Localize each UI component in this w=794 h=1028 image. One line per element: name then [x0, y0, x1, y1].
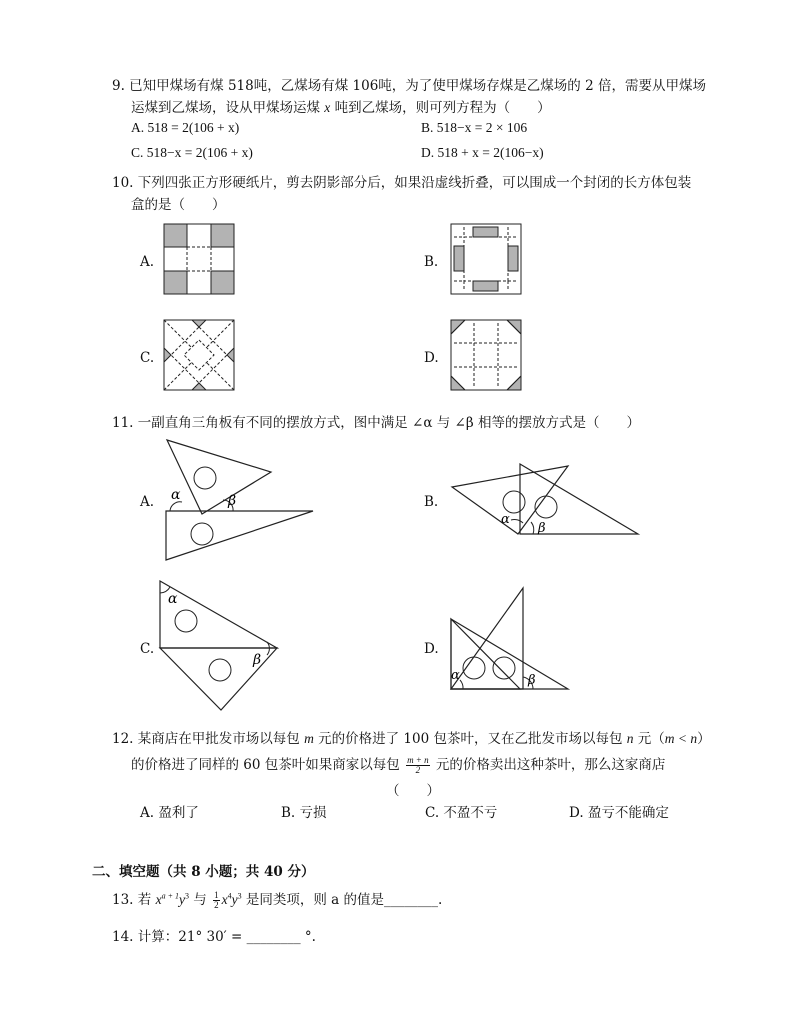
q11-b-beta: β: [538, 521, 546, 536]
q12-option-a[interactable]: A. 盈利了: [140, 805, 199, 821]
q10-line1: 10. 下列四张正方形硬纸片，剪去阴影部分后，如果沿虚线折叠，可以围成一个封闭的长方体包装: [112, 175, 692, 191]
q13-suffix: 是同类项，则 a 的值是________.: [241, 892, 443, 908]
q10-figure-b[interactable]: [451, 224, 521, 294]
q11-label-a[interactable]: A.: [140, 494, 155, 510]
q13-y: y: [178, 892, 185, 907]
q12-var-m: m: [304, 731, 314, 746]
q13-prefix: 13. 若: [112, 892, 156, 908]
q12-fraction: [406, 756, 430, 775]
q9-option-a[interactable]: A. 518 = 2(106 + x): [131, 120, 240, 135]
q12-frac-numerator: m + n: [407, 755, 429, 765]
q12-text-2a: 的价格进了同样的 60 包茶叶如果商家以每包: [131, 757, 405, 773]
q11-c-beta: β: [253, 652, 262, 668]
q13-x: x: [155, 892, 162, 907]
q10-label-a[interactable]: A.: [140, 254, 155, 270]
q10-figure-d[interactable]: [451, 320, 521, 390]
q12-line2: [131, 753, 665, 775]
q11-d-beta: β: [528, 673, 536, 688]
q11-d-alpha: α: [451, 668, 460, 683]
q13-exp-y2: 3: [237, 891, 242, 901]
q13-mid: 与: [188, 892, 212, 908]
q11-figure-a[interactable]: [160, 436, 320, 566]
q11-a-alpha: α: [171, 487, 181, 503]
q11-c-alpha: α: [168, 591, 178, 607]
q11-b-alpha: α: [501, 512, 510, 527]
q13-coef-denominator: 2: [214, 900, 219, 910]
q13-exp-x: a + 1: [161, 891, 179, 901]
q12-option-d[interactable]: D. 盈亏不能确定: [569, 805, 669, 821]
q11-label-b[interactable]: B.: [424, 494, 439, 510]
q12-answer-blank: （ ）: [386, 783, 440, 799]
q9-option-c[interactable]: C. 518−x = 2(106 + x): [131, 145, 253, 160]
q13-y2: y: [231, 892, 238, 907]
q10-line2: 盒的是（ ）: [131, 197, 226, 213]
q9-option-d[interactable]: D. 518 + x = 2(106−x): [421, 145, 544, 160]
q11-label-c[interactable]: C.: [140, 641, 155, 657]
q11-label-d[interactable]: D.: [424, 641, 439, 657]
q13-x2: x: [221, 892, 228, 907]
q12-option-c[interactable]: C. 不盈不亏: [425, 805, 498, 821]
q12-var-n: n: [626, 731, 634, 746]
q10-figure-a[interactable]: [164, 224, 234, 294]
q12-text-1c: 元（: [633, 731, 665, 747]
q12-option-b[interactable]: B. 亏损: [281, 805, 327, 821]
q11-stem: 11. 一副直角三角板有不同的摆放方式，图中满足 ∠α 与 ∠β 相等的摆放方式是（ ）: [112, 415, 640, 431]
q9-line2-text-b: 吨到乙煤场，则可列方程为（ ）: [330, 100, 551, 116]
q9-variable: x: [324, 100, 331, 115]
q12-text-1d: ）: [697, 731, 711, 747]
q12-text-1a: 12. 某商店在甲批发市场以每包: [112, 731, 305, 747]
q11-figure-c[interactable]: [157, 578, 287, 718]
q14-line: 14. 计算：21° 30′ = ________ °.: [112, 929, 316, 945]
q12-line1: [112, 727, 711, 747]
q9-line2: [131, 96, 551, 116]
q10-label-d[interactable]: D.: [424, 350, 439, 366]
q12-text-2b: 元的价格卖出这种茶叶，那么这家商店: [431, 757, 666, 773]
q12-text-1b: 元的价格进了 100 包茶叶，又在乙批发市场以每包: [313, 731, 627, 747]
q12-frac-denominator: 2: [415, 765, 421, 775]
q9-line2-text-a: 运煤到乙煤场，设从甲煤场运煤: [131, 100, 325, 116]
q13-coefficient: [213, 891, 220, 910]
q11-figure-d[interactable]: [448, 586, 573, 694]
q11-figure-b[interactable]: [448, 460, 643, 540]
q13-exp-y: 3: [184, 891, 189, 901]
q10-label-c[interactable]: C.: [140, 350, 155, 366]
q9-line1: 9. 已知甲煤场有煤 518吨，乙煤场有煤 106吨，为了使甲煤场存煤是乙煤场的 2 倍，需要从甲煤场: [112, 78, 706, 94]
q10-label-b[interactable]: B.: [424, 254, 439, 270]
q13-line: [112, 888, 442, 910]
section-title: 二、填空题（共 8 小题；共 40 分）: [92, 864, 315, 880]
q13-coef-numerator: 1: [214, 890, 219, 900]
q13-exp-x2: 4: [227, 891, 232, 901]
q11-a-beta: β: [228, 493, 237, 509]
q9-option-b[interactable]: B. 518−x = 2 × 106: [421, 120, 528, 135]
q10-figure-c[interactable]: [164, 320, 234, 390]
q12-condition: m < n: [664, 731, 698, 746]
